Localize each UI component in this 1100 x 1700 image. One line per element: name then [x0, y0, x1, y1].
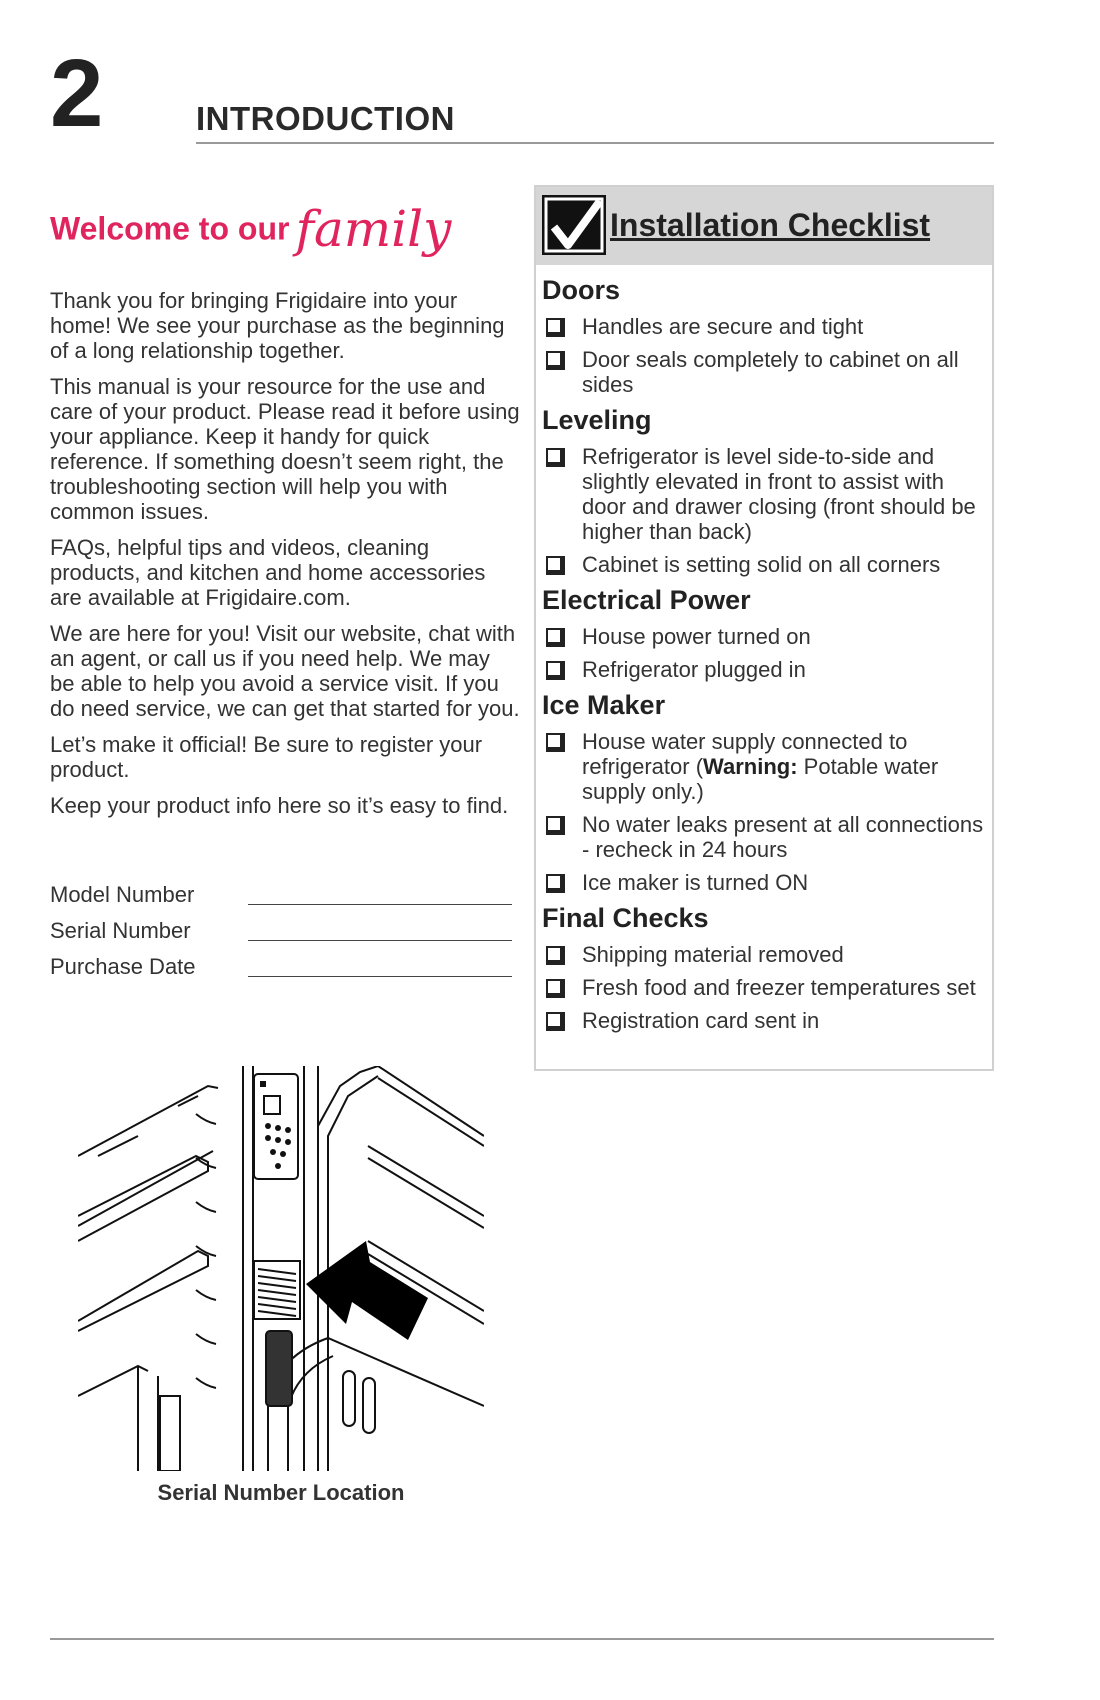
checklist-item[interactable]: Ice maker is turned ON: [542, 870, 986, 895]
checklist-item[interactable]: Shipping material removed: [542, 942, 986, 967]
refrigerator-interior-drawing: [78, 1066, 484, 1471]
welcome-text: Welcome to our: [50, 210, 290, 247]
welcome-heading: [50, 200, 451, 290]
checkbox-icon[interactable]: [546, 733, 562, 749]
model-number-row: [50, 880, 512, 916]
checkbox-icon[interactable]: [546, 628, 562, 644]
section-title: INTRODUCTION: [196, 100, 455, 137]
group-title-final-checks: Final Checks: [542, 903, 709, 933]
checkbox-icon[interactable]: [546, 1012, 562, 1028]
product-info-fields: [50, 880, 512, 988]
checklist-body: [536, 265, 992, 1033]
page-number: 2: [50, 40, 104, 147]
group-title-ice-maker: Ice Maker: [542, 690, 666, 720]
checkbox-icon[interactable]: [546, 979, 562, 995]
checklist-item[interactable]: House power turned on: [542, 624, 986, 649]
intro-paragraph: We are here for you! Visit our website, chat with an agent, or call us if you need help. We may be able to help you avoid a service visit. If you do need service, we can get that started for you.: [50, 621, 520, 721]
purchase-date-row: [50, 952, 512, 988]
pointer-arrow: [306, 1241, 428, 1340]
group-title-electrical: Electrical Power: [542, 585, 751, 615]
installation-checklist: [534, 185, 994, 1071]
checklist-item[interactable]: Door seals completely to cabinet on all sides: [542, 347, 986, 397]
serial-number-label: Serial Number: [50, 918, 191, 943]
checkbox-icon[interactable]: [546, 874, 562, 890]
checklist-item[interactable]: House water supply connected to refrigerator (Warning: Potable water supply only.): [542, 729, 986, 804]
intro-paragraph: This manual is your resource for the use and care of your product. Please read it before using your appliance. Keep it handy for quick reference. If something doesn’t seem right, the troubleshooting section will help you with common issues.: [50, 374, 520, 524]
intro-text: [50, 288, 520, 829]
model-number-label: Model Number: [50, 882, 195, 907]
intro-paragraph: FAQs, helpful tips and videos, cleaning products, and kitchen and home accessories are available at Frigidaire.com.: [50, 535, 486, 610]
header-divider: [196, 142, 994, 144]
checklist-item[interactable]: Registration card sent in: [542, 1008, 986, 1033]
serial-number-row: [50, 916, 512, 952]
checklist-header: [536, 187, 992, 265]
figure-caption: Serial Number Location: [157, 1480, 405, 1505]
serial-location-illustration: [78, 1066, 484, 1471]
checkbox-icon[interactable]: [546, 351, 562, 367]
group-title-leveling: Leveling: [542, 405, 652, 435]
warning-label: Warning:: [703, 754, 798, 779]
purchase-date-label: Purchase Date: [50, 954, 196, 979]
checkbox-icon[interactable]: [546, 556, 562, 572]
checklist-item[interactable]: Cabinet is setting solid on all corners: [542, 552, 986, 577]
intro-paragraph: Keep your product info here so it’s easy to find.: [50, 793, 509, 818]
intro-paragraph: Let’s make it official! Be sure to register your product.: [50, 732, 483, 782]
checklist-item[interactable]: Handles are secure and tight: [542, 314, 986, 339]
checkbox-icon[interactable]: [546, 661, 562, 677]
group-title-doors: Doors: [542, 275, 621, 305]
checklist-item[interactable]: Fresh food and freezer temperatures set: [542, 975, 986, 1000]
purchase-date-line: [248, 976, 512, 977]
checkbox-icon[interactable]: [546, 816, 562, 832]
checklist-item[interactable]: No water leaks present at all connections - recheck in 24 hours: [542, 812, 986, 862]
checkmark-icon: [542, 195, 606, 255]
intro-paragraph: Thank you for bringing Frigidaire into your home! We see your purchase as the beginning of a long relationship together.: [50, 288, 505, 363]
checklist-item[interactable]: Refrigerator is level side-to-side and slightly elevated in front to assist with door and drawer closing (front should be higher than back): [542, 444, 986, 544]
welcome-script-word: family: [295, 200, 452, 258]
footer-divider: [50, 1638, 994, 1640]
checklist-item[interactable]: Refrigerator plugged in: [542, 657, 986, 682]
checkbox-icon[interactable]: [546, 448, 562, 464]
checklist-title: Installation Checklist: [610, 207, 931, 243]
model-number-line: [248, 904, 512, 905]
checkbox-icon[interactable]: [546, 946, 562, 962]
checkbox-icon[interactable]: [546, 318, 562, 334]
serial-number-line: [248, 940, 512, 941]
